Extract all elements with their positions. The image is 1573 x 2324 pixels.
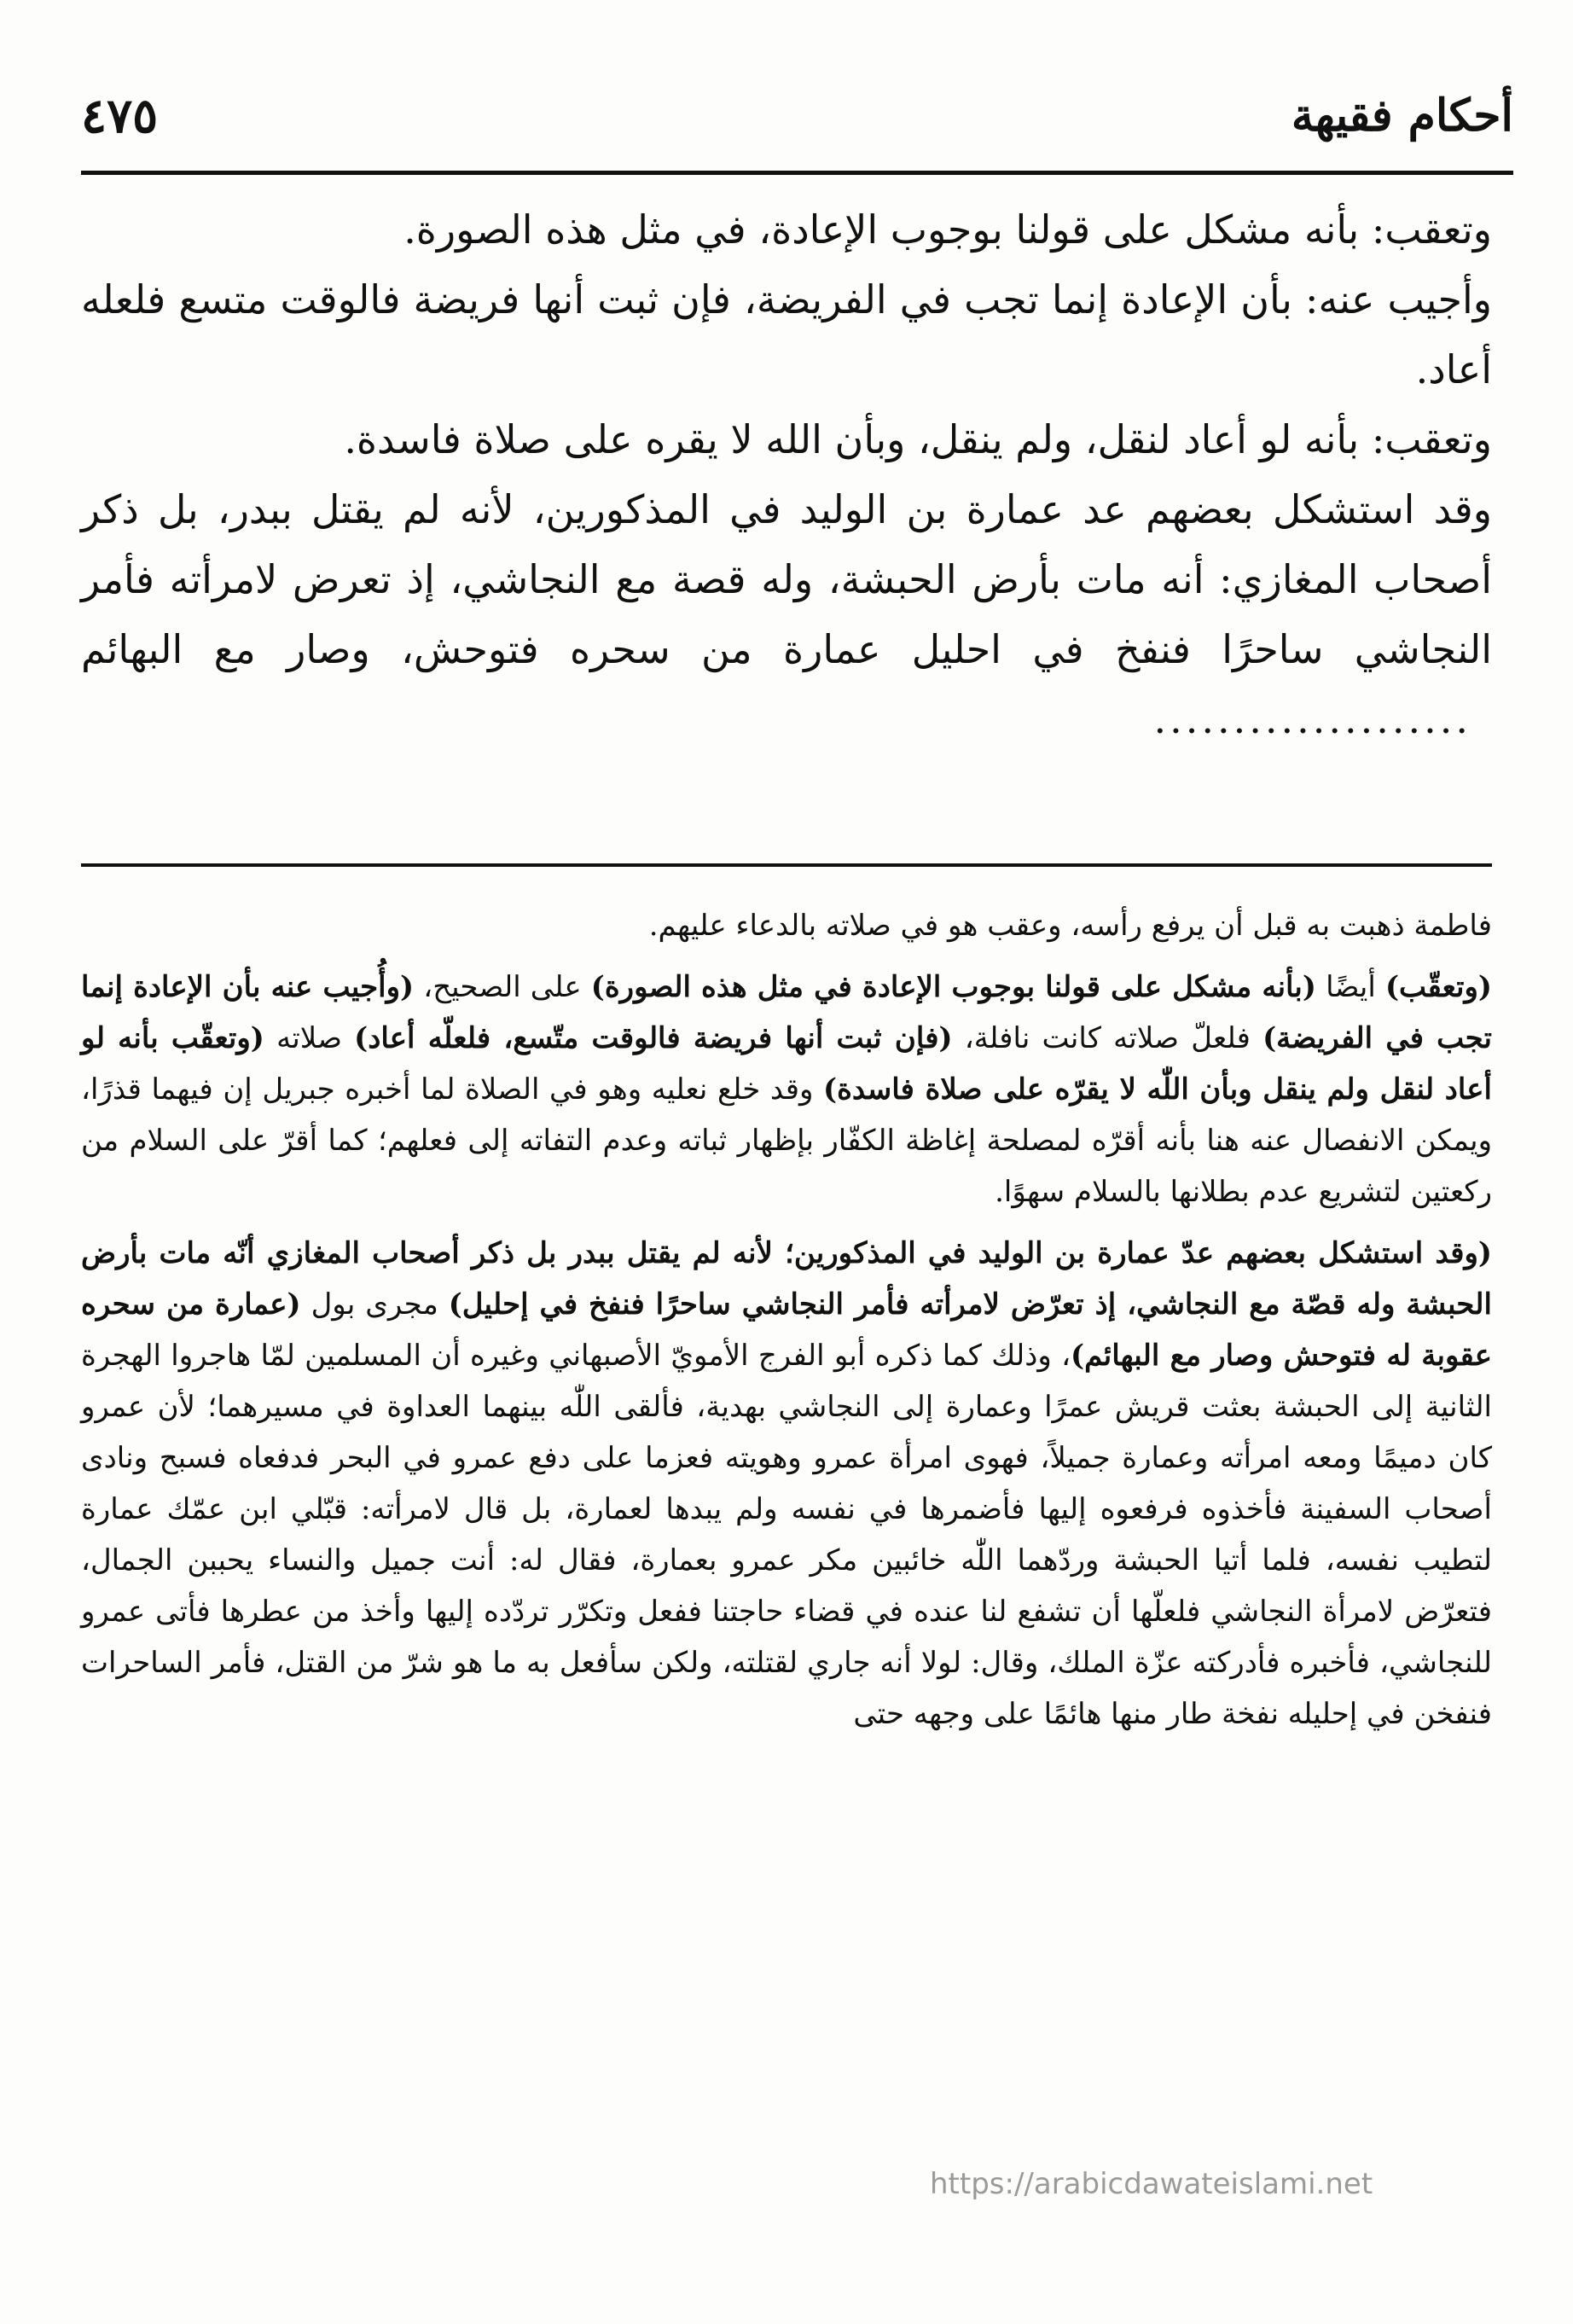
commentary-text: فلعلّ صلاته كانت نافلة، bbox=[952, 1021, 1263, 1055]
commentary-text: صلاته bbox=[264, 1021, 355, 1055]
commentary-text: على الصحيح، bbox=[414, 970, 591, 1004]
main-paragraph-text: وقد استشكل بعضهم عد عمارة بن الوليد في المذكورين، لأنه لم يقتل ببدر، بل ذكر أصحاب المغازي: أنه مات بأرض الحبشة، وله قصة مع النجاشي، إذ تعرض لامرأته فأمر النجاشي ساحرًا فنفخ في احليل عمارة من سحره فتوحش، وصار مع البهائم bbox=[81, 486, 1492, 672]
commentary-paragraph: فاطمة ذهبت به قبل أن يرفع رأسه، وعقب هو في صلاته بالدعاء عليهم. bbox=[648, 909, 1492, 943]
page-number: ٤٧٥ bbox=[81, 88, 159, 144]
page-header bbox=[81, 81, 1513, 175]
separator-rule bbox=[81, 863, 1492, 867]
main-paragraph: وتعقب: بأنه مشكل على قولنا بوجوب الإعادة، في مثل هذه الصورة. bbox=[403, 206, 1492, 253]
commentary-text: أيضًا bbox=[1315, 970, 1385, 1004]
main-paragraph bbox=[81, 474, 1492, 754]
quoted-matn: (فإن ثبت أنها فريضة فالوقت متّسع، فلعلّه أعاد) bbox=[354, 1021, 953, 1055]
main-paragraph: وتعقب: بأنه لو أعاد لنقل، ولم ينقل، وبأن الله لا يقره على صلاة فاسدة. bbox=[344, 416, 1492, 462]
quoted-matn: (وأُجيب عنه بأن الإعادة إنما تجب في الفريضة) bbox=[81, 970, 1492, 1055]
quoted-matn: (بأنه مشكل على قولنا بوجوب الإعادة في مثل هذه الصورة) bbox=[590, 970, 1316, 1004]
quoted-matn: (عمارة من سحره عقوبة له فتوحش وصار مع البهائم) bbox=[81, 1287, 1492, 1373]
ellipsis: .................... bbox=[1153, 696, 1471, 742]
commentary bbox=[81, 900, 1492, 1750]
main-paragraph: وأجيب عنه: بأن الإعادة إنما تجب في الفريضة، فإن ثبت أنها فريضة فالوقت متسع فلعله أعاد. bbox=[81, 276, 1492, 392]
commentary-paragraph bbox=[81, 962, 1492, 1217]
running-title: أحكام فقيهة bbox=[1291, 90, 1513, 142]
commentary-text: مجرى بول bbox=[300, 1287, 449, 1322]
commentary-text: وقد خلع نعليه وهو في الصلاة لما أخبره جبريل إن فيهما قذرًا، ويمكن الانفصال عنه هنا بأنه أقرّه لمصلحة إغاظة الكفّار بإظهار ثباته وعدم التفاته إلى فعلهم؛ كما أقرّ على السلام من ركعتين لتشريع عدم بطلانها بالسلام سهوًا. bbox=[81, 1072, 1492, 1209]
quoted-matn: (وقد استشكل بعضهم عدّ عمارة بن الوليد في المذكورين؛ لأنه لم يقتل ببدر بل ذكر أصحاب المغازي أنّه مات بأرض الحبشة وله قصّة مع النجاشي، إذ تعرّض لامرأته فأمر النجاشي ساحرًا فنفخ في إحليل) bbox=[81, 1236, 1492, 1322]
commentary-text: ، وذلك كما ذكره أبو الفرج الأمويّ الأصبهاني وغيره أن المسلمين لمّا هاجروا الهجرة الثانية إلى الحبشة بعثت قريش عمرًا وعمارة إلى النجاشي بهدية، فألقى اللّٰه بينهما العداوة في مسيرهما؛ لأن عمرو كان دميمًا ومعه امرأته وعمارة جميلاً، فهوى امرأة عمرو وهويته فعزما على دفع عمرو في البحر فدفعاه فسبح ونادى أصحاب السفينة فأخذوه فرفعوه إليها فأضمرها في نفسه ولم يبدها لعمارة، بل قال لامرأته: قبّلي ابن عمّك عمارة لتطيب نفسه، فلما أتيا الحبشة وردّهما اللّٰه خائبين مكر عمرو بعمارة، فقال له: أنت جميل والنساء يحببن الجمال، فتعرّض لامرأة النجاشي فلعلّها أن تشفع لنا عنده في قضاء حاجتنا ففعل وتكرّر تردّده إليها وأخذ من عطرها فأتى عمرو للنجاشي، فأخبره فأدركته عزّة الملك، وقال: لولا أنه جاري لقتلته، ولكن سأفعل به ما هو شرّ من القتل، فأمر الساحرات فنفخن في إحليله نفخة طار منها هائمًا على وجهه حتى bbox=[81, 1339, 1492, 1731]
quoted-matn: (وتعقّب بأنه لو أعاد لنقل ولم ينقل وبأن اللّٰه لا يقرّه على صلاة فاسدة) bbox=[81, 1021, 1492, 1107]
main-text bbox=[81, 195, 1492, 754]
quoted-matn: (وتعقّب) bbox=[1384, 970, 1493, 1004]
commentary-paragraph bbox=[81, 1228, 1492, 1740]
watermark-url: https://arabicdawateislami.net bbox=[930, 2167, 1373, 2201]
